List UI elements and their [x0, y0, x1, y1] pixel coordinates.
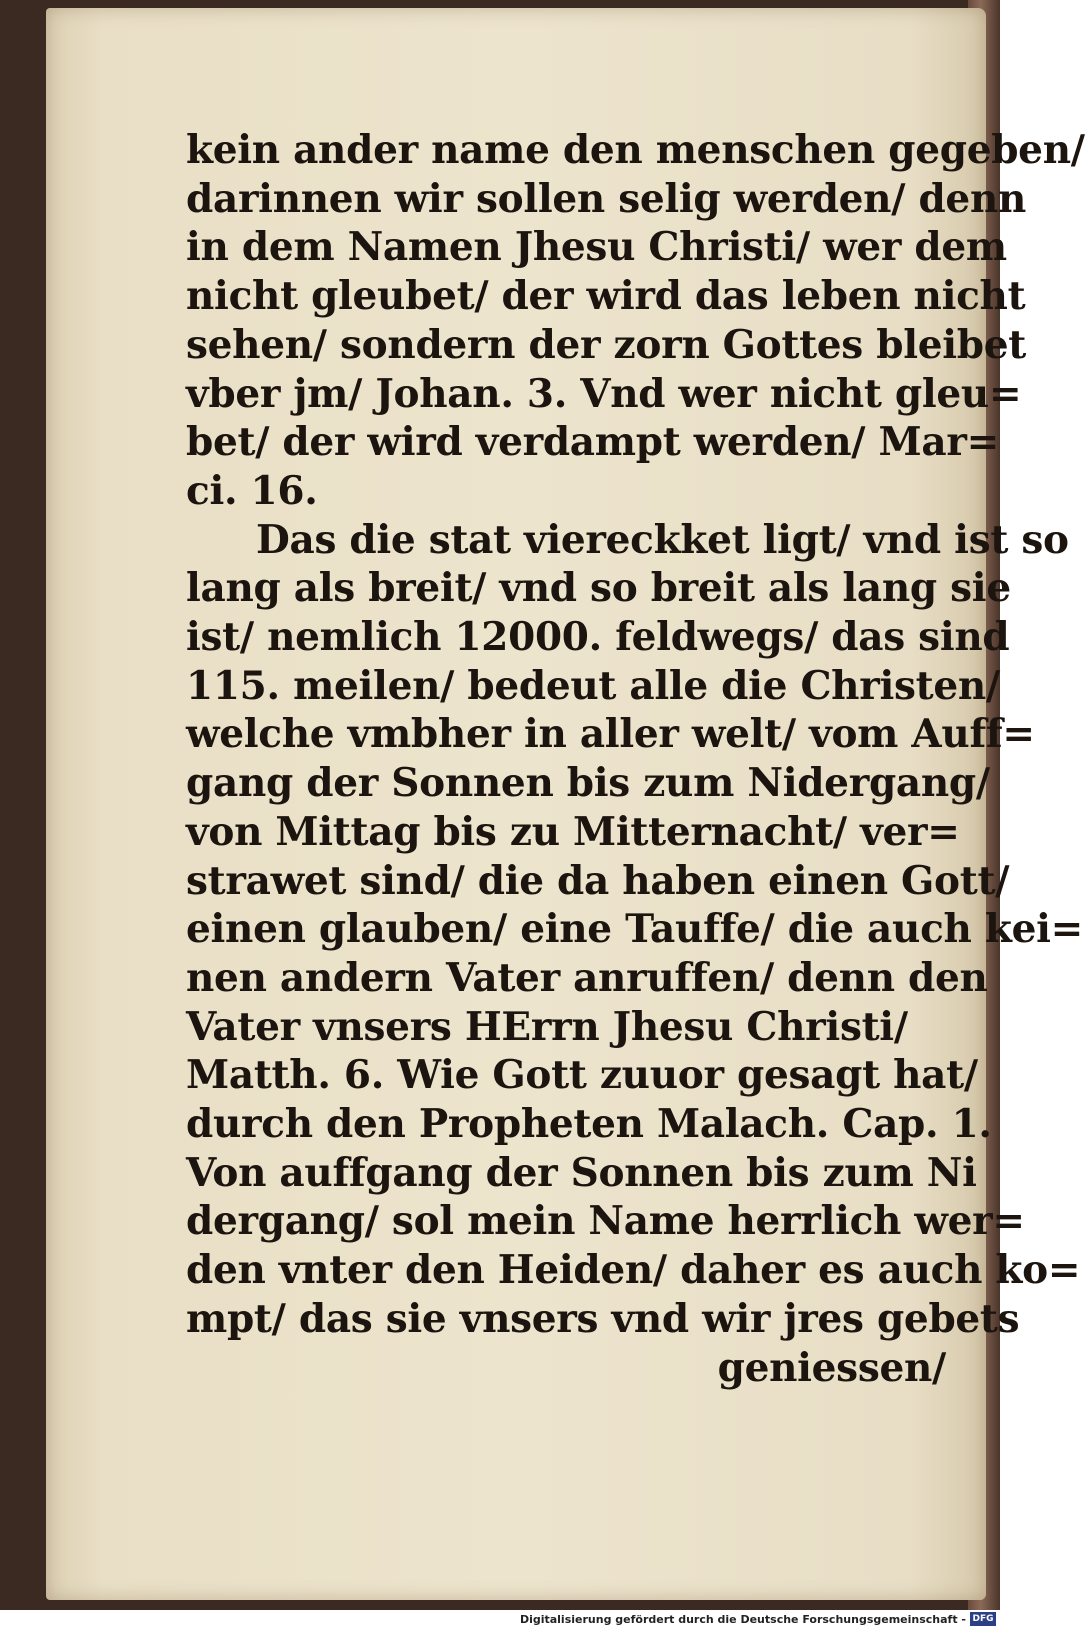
text-line-15: von Mittag bis zu Mitternacht/ ver=	[186, 808, 960, 855]
text-line-24: den vnter den Heiden/ daher es auch ko=	[186, 1247, 1081, 1294]
text-line-1: kein ander name den menschen gegeben/	[186, 127, 1085, 173]
text-line-11: ist/ nemlich 12000. feldwegs/ das sind	[186, 614, 1010, 661]
text-line-6: vber jm/ Johan. 3. Vnd wer nicht gleu=	[186, 370, 1022, 417]
text-line-16: strawet sind/ die da haben einen Gott/	[186, 857, 1010, 904]
text-line-20: Matth. 6. Wie Gott zuuor gesagt hat/	[186, 1052, 978, 1099]
text-line-2: darinnen wir sollen selig werden/ denn	[186, 175, 1027, 222]
text-line-3: in dem Namen Jhesu Christi/ wer dem	[186, 224, 1007, 271]
text-line-9: Das die stat viereckket ligt/ vnd ist so	[256, 516, 1069, 563]
book-page	[46, 8, 1085, 1600]
dfg-logo: DFG	[970, 1612, 996, 1626]
text-line-13: welche vmbher in aller welt/ vom Auff=	[186, 711, 1035, 758]
digitization-footer	[0, 1610, 1000, 1629]
text-line-17: einen glauben/ eine Tauffe/ die auch kei=	[186, 906, 1083, 953]
text-line-5: sehen/ sondern der zorn Gottes bleibet	[186, 321, 1026, 368]
text-line-18: nen andern Vater anruffen/ denn den	[186, 954, 988, 1001]
funding-credit: Digitalisierung gefördert durch die Deutsche Forschungsgemeinschaft -	[519, 1613, 966, 1626]
text-line-25: mpt/ das sie vnsers vnd wir jres gebets	[186, 1295, 1020, 1342]
text-line-23: dergang/ sol mein Name herrlich wer=	[186, 1198, 1025, 1245]
text-line-10: lang als breit/ vnd so breit als lang sie	[186, 565, 1011, 612]
text-line-22: Von auffgang der Sonnen bis zum Ni	[186, 1149, 977, 1196]
text-line-4: nicht gleubet/ der wird das leben nicht	[186, 273, 1026, 320]
catchword: geniessen/	[717, 1344, 946, 1391]
text-line-21: durch den Propheten Malach. Cap. 1.	[186, 1101, 992, 1148]
text-line-8: ci. 16.	[186, 467, 318, 514]
text-line-7: bet/ der wird verdampt werden/ Mar=	[186, 419, 999, 466]
text-line-12: 115. meilen/ bedeut alle die Christen/	[186, 662, 1000, 709]
text-line-14: gang der Sonnen bis zum Nidergang/	[186, 760, 990, 807]
page-text	[186, 126, 1085, 1392]
text-line-19: Vater vnsers HErrn Jhesu Christi/	[186, 1003, 908, 1050]
